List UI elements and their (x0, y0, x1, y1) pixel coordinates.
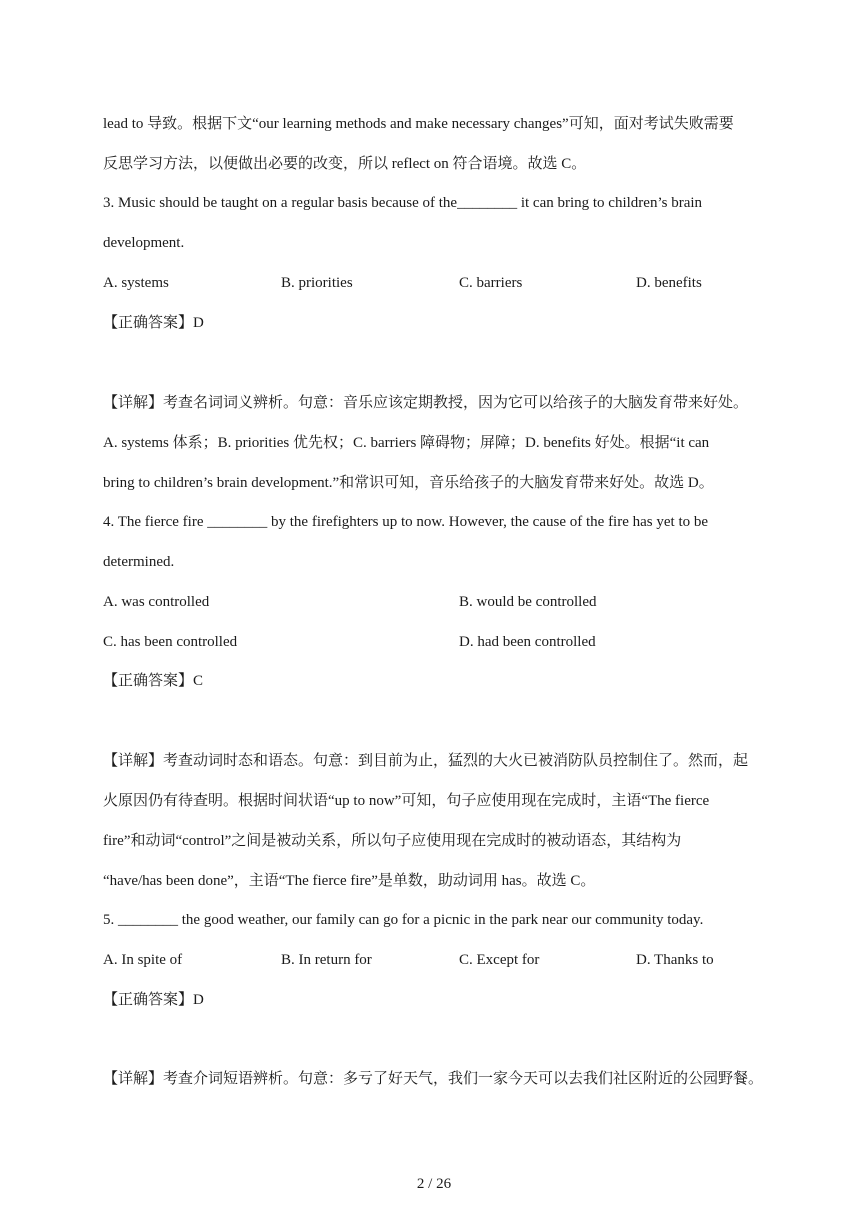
question-3: 3. Music should be taught on a regular basis because of the________ it can bring to children’s brain (103, 195, 703, 211)
q3-answer: 【正确答案】D (103, 315, 204, 331)
q5-explanation: 【详解】考查介词短语辨析。句意：多亏了好天气，我们一家今天可以去我们社区附近的公园野餐。 (103, 1071, 764, 1087)
question-4: 4. The fierce fire ________ by the firefighters up to now. However, the cause of the fire has yet to be (103, 514, 709, 530)
q5-option-a: A. In spite of (103, 952, 183, 968)
q4-explanation: fire”和动词“control”之间是被动关系，所以句子应使用现在完成时的被动语态，其结构为 (103, 833, 682, 849)
q3-option-d: D. benefits (636, 275, 702, 291)
q3-explanation: A. systems 体系；B. priorities 优先权；C. barriers 障碍物；屏障；D. benefits 好处。根据“it can (103, 435, 710, 451)
question-3-cont: development. (103, 235, 185, 251)
q4-option-a: A. was controlled (103, 594, 210, 610)
q3-explanation: bring to children’s brain development.”和常识可知，音乐给孩子的大脑发育带来好处。故选 D。 (103, 475, 714, 491)
q4-option-c: C. has been controlled (103, 634, 238, 650)
q3-option-a: A. systems (103, 275, 169, 291)
page-number: 2 / 26 (416, 1176, 452, 1192)
q3-explanation: 【详解】考查名词词义辨析。句意：音乐应该定期教授，因为它可以给孩子的大脑发育带来好处。 (103, 395, 749, 411)
question-5: 5. ________ the good weather, our family can go for a picnic in the park near our community today. (103, 912, 704, 928)
q4-answer: 【正确答案】C (103, 673, 204, 689)
q5-answer: 【正确答案】D (103, 992, 204, 1008)
q4-option-d: D. had been controlled (459, 634, 596, 650)
q4-explanation: 【详解】考查动词时态和语态。句意：到目前为止，猛烈的大火已被消防队员控制住了。然而，起 (103, 753, 749, 769)
text-line: lead to 导致。根据下文“our learning methods and make necessary changes”可知，面对考试失败需要 (103, 116, 734, 132)
q5-option-d: D. Thanks to (636, 952, 714, 968)
q3-option-c: C. barriers (459, 275, 523, 291)
text-line: 反思学习方法，以便做出必要的改变，所以 reflect on 符合语境。故选 C。 (103, 156, 587, 172)
question-4-cont: determined. (103, 554, 175, 570)
q4-explanation: 火原因仍有待查明。根据时间状语“up to now”可知，句子应使用现在完成时，主语“The fierce (103, 793, 710, 809)
q5-option-b: B. In return for (281, 952, 372, 968)
q4-explanation: “have/has been done”，主语“The fierce fire”是单数，助动词用 has。故选 C。 (103, 873, 596, 889)
q5-option-c: C. Except for (459, 952, 540, 968)
q4-option-b: B. would be controlled (459, 594, 597, 610)
q3-option-b: B. priorities (281, 275, 353, 291)
